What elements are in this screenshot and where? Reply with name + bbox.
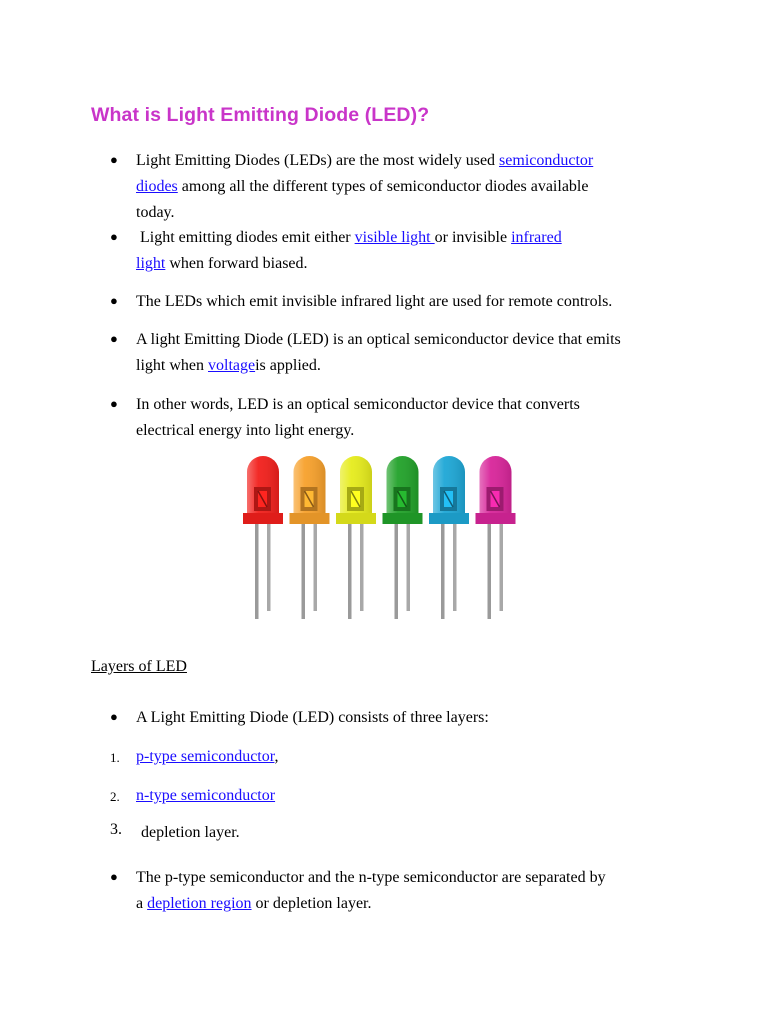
text-segment: In other words, LED is an optical semiconductor device that converts <box>136 396 580 413</box>
bullet-text <box>136 392 696 444</box>
led-2 <box>290 456 330 619</box>
link-visible-light[interactable]: visible light <box>354 229 435 246</box>
list-item: depletion layer. <box>141 824 240 841</box>
led-4 <box>383 456 423 619</box>
bullet-marker: ● <box>110 709 118 724</box>
text-segment: light when <box>136 357 208 374</box>
bullet-marker: ● <box>110 152 118 167</box>
bullet-text: A Light Emitting Diode (LED) consists of three layers: <box>136 709 489 726</box>
page-title: What is Light Emitting Diode (LED)? <box>91 104 430 126</box>
bullet-text <box>136 327 696 379</box>
list-item <box>136 744 696 770</box>
led-illustration <box>238 455 528 625</box>
list-number: 1. <box>110 750 120 765</box>
bullet-marker: ● <box>110 331 118 346</box>
text-segment: among all the different types of semiconductor diodes available <box>177 178 589 195</box>
link-p-type-semiconductor[interactable]: p-type semiconductor <box>136 748 275 765</box>
link-voltage[interactable]: voltage <box>208 357 256 374</box>
text-segment: or depletion layer. <box>251 895 372 912</box>
text-segment: A light Emitting Diode (LED) is an optical semiconductor device that emits <box>136 331 621 348</box>
text-segment: Light Emitting Diodes (LEDs) are the most widely used <box>136 152 500 169</box>
list-item <box>136 783 696 809</box>
text-segment: or invisible <box>434 229 512 246</box>
bullet-text <box>136 148 696 226</box>
bullet-marker: ● <box>110 293 118 308</box>
text-segment: when forward biased. <box>165 255 308 272</box>
link-light[interactable]: light <box>136 255 166 272</box>
text-segment: is applied. <box>255 357 321 374</box>
link-depletion-region[interactable]: depletion region <box>147 895 252 912</box>
bullet-text <box>140 225 700 251</box>
text-segment: , <box>274 748 279 765</box>
bullet-text: The LEDs which emit invisible infrared light are used for remote controls. <box>136 293 613 310</box>
link-infrared[interactable]: infrared <box>511 229 562 246</box>
led-3 <box>336 456 376 619</box>
text-segment: Light emitting diodes emit either <box>140 229 355 246</box>
text-segment: The p-type semiconductor and the n-type semiconductor are separated by <box>136 869 606 886</box>
text-segment: a <box>136 895 148 912</box>
link-n-type-semiconductor[interactable]: n-type semiconductor <box>136 787 276 804</box>
bullet-marker: ● <box>110 396 118 411</box>
led-5 <box>429 456 469 619</box>
bullet-text <box>136 865 696 917</box>
list-number: 3. <box>110 821 122 838</box>
list-number: 2. <box>110 789 120 804</box>
bullet-marker: ● <box>110 869 118 884</box>
link-semiconductor[interactable]: semiconductor <box>499 152 594 169</box>
text-segment: electrical energy into light energy. <box>136 422 355 439</box>
text-segment: today. <box>136 204 175 221</box>
link-diodes[interactable]: diodes <box>136 178 178 195</box>
led-1 <box>243 456 283 619</box>
bullet-text-continued <box>136 251 696 277</box>
bullet-marker: ● <box>110 229 118 244</box>
led-6 <box>476 456 516 619</box>
section-heading: Layers of LED <box>91 658 187 675</box>
